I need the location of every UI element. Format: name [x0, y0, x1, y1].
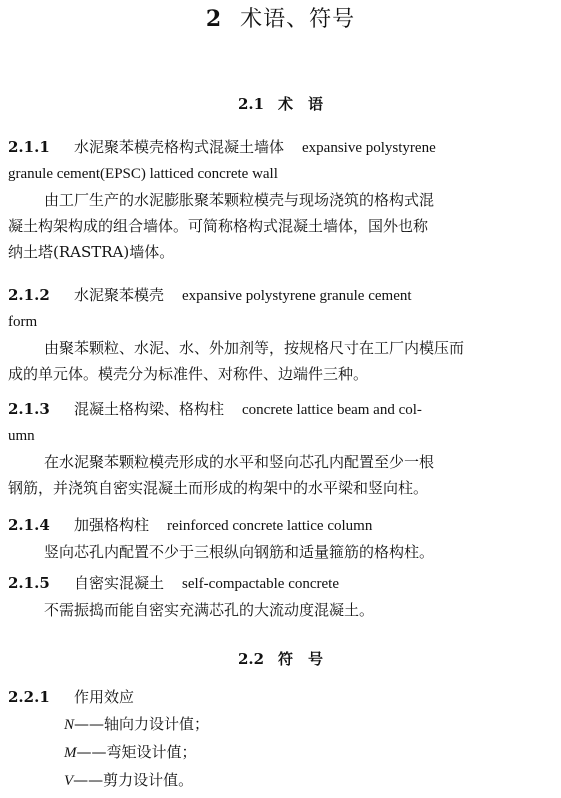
- term-entry-2-1-3: [0, 396, 561, 501]
- term-entry-2-1-1: [0, 134, 561, 265]
- term-description-line: 纳土塔(RASTRA)墙体。: [8, 243, 175, 261]
- term-chinese: 自密实混凝土: [74, 574, 165, 592]
- symbol-group-2-2-1: [0, 684, 561, 710]
- term-heading: [0, 512, 561, 539]
- term-description-line: 由工厂生产的水泥膨胀聚苯颗粒模壳与现场浇筑的格构式混: [44, 191, 435, 209]
- term-heading: [0, 570, 561, 597]
- term-heading: [0, 134, 561, 161]
- term-heading: [0, 396, 561, 423]
- section-name: 术 语: [278, 95, 324, 113]
- symbol-variable: M: [64, 745, 77, 761]
- section-number: 2.2: [237, 650, 265, 668]
- term-english: self-compactable concrete: [182, 576, 340, 592]
- term-chinese: 混凝土格构梁、格构柱: [74, 400, 225, 418]
- term-chinese: 水泥聚苯模壳: [74, 286, 165, 304]
- section-name: 符 号: [278, 650, 324, 668]
- term-heading: [0, 282, 561, 309]
- term-number: 2.1.1: [8, 138, 50, 156]
- term-number: 2.1.2: [8, 286, 50, 304]
- term-english: concrete lattice beam and col-: [242, 402, 422, 418]
- term-description-line: 成的单元体。模壳分为标准件、对称件、边端件三种。: [8, 365, 369, 383]
- term-number: 2.1.3: [8, 400, 50, 418]
- term-english: reinforced concrete lattice column: [167, 518, 373, 534]
- term-english: expansive polystyrene granule cement: [182, 288, 412, 304]
- term-description-line: 不需振捣而能自密实充满芯孔的大流动度混凝土。: [44, 601, 375, 619]
- chapter-name: 术语、符号: [240, 7, 356, 32]
- term-english-continued: umn: [8, 428, 35, 444]
- section-title-terms: [0, 93, 561, 115]
- section-number: 2.1: [237, 95, 265, 113]
- symbol-group-title: 作用效应: [74, 688, 135, 706]
- term-description-line: 钢筋，并浇筑自密实混凝土而形成的构架中的水平梁和竖向柱。: [8, 479, 429, 497]
- symbol-variable: V: [64, 773, 74, 789]
- term-number: 2.1.4: [8, 516, 50, 534]
- section-title-symbols: [0, 648, 561, 670]
- chapter-number: 2: [205, 6, 223, 32]
- term-chinese: 加强格构柱: [74, 516, 150, 534]
- symbol-description: ——弯矩设计值；: [76, 743, 197, 761]
- symbol-description: ——剪力设计值。: [73, 771, 194, 789]
- term-english-continued: granule cement(EPSC) latticed concrete wall: [8, 166, 278, 182]
- term-entry-2-1-2: [0, 282, 561, 387]
- term-entry-2-1-5: [0, 570, 561, 623]
- term-entry-2-1-4: [0, 512, 561, 565]
- chapter-title: [0, 4, 561, 35]
- term-english: expansive polystyrene: [302, 140, 436, 156]
- symbol-variable: N: [64, 717, 75, 733]
- symbol-description: ——轴向力设计值；: [74, 715, 210, 733]
- term-number: 2.1.5: [8, 574, 50, 592]
- symbol-definition: [64, 768, 193, 793]
- term-description-line: 由聚苯颗粒、水泥、水、外加剂等，按规格尺寸在工厂内模压而: [44, 339, 465, 357]
- symbol-definition: [64, 712, 209, 737]
- term-english-continued: form: [8, 314, 38, 330]
- symbol-definition: [64, 740, 197, 765]
- symbol-group-heading: [0, 684, 561, 710]
- term-description-line: 凝土构架构成的组合墙体。可简称格构式混凝土墙体，国外也称: [8, 217, 429, 235]
- term-chinese: 水泥聚苯模壳格构式混凝土墙体: [74, 138, 285, 156]
- term-description-line: 竖向芯孔内配置不少于三根纵向钢筋和适量箍筋的格构柱。: [44, 543, 435, 561]
- term-description-line: 在水泥聚苯颗粒模壳形成的水平和竖向芯孔内配置至少一根: [44, 453, 435, 471]
- symbol-group-number: 2.2.1: [8, 688, 50, 706]
